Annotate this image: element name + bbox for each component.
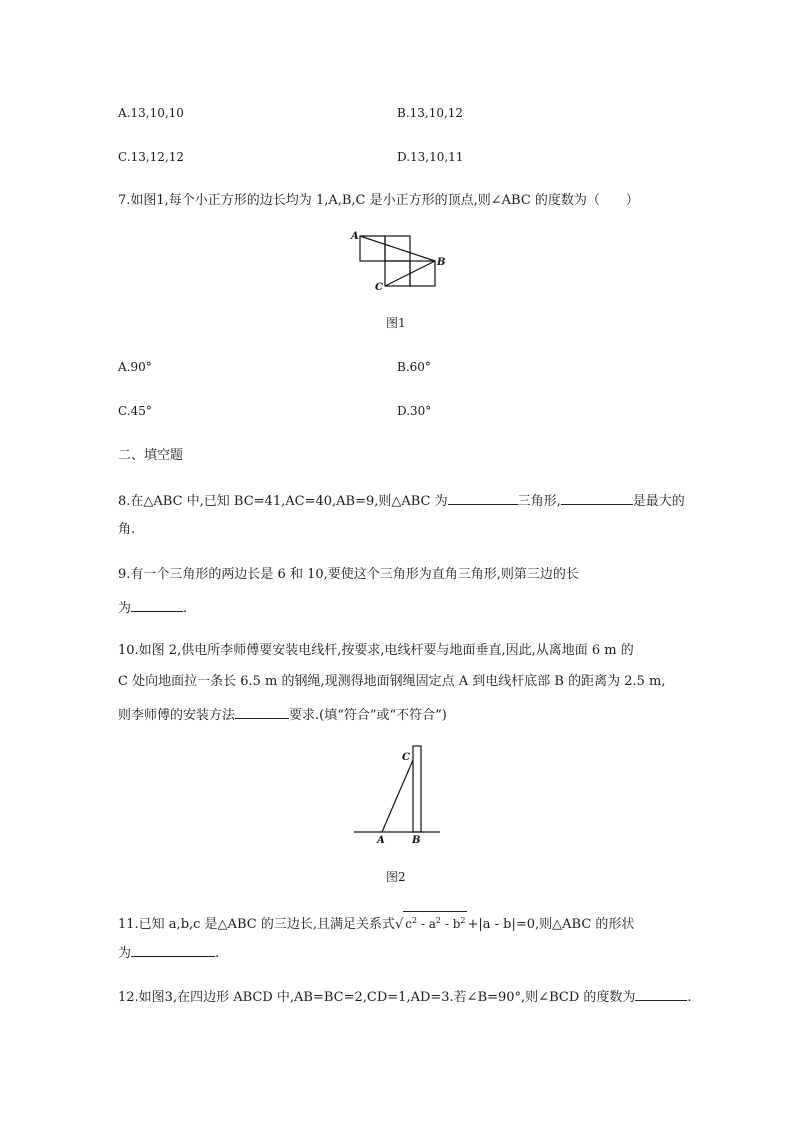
q11-blank[interactable] [131, 942, 215, 957]
figure-2-pole [350, 740, 450, 850]
q6-option-d: D.13,10,11 [397, 150, 464, 164]
q11-text-end: +|a - b|=0,则△ABC 的形状 [467, 917, 635, 932]
q12-line-1 [118, 986, 692, 1007]
q7-stem: 7.如图1,每个小正方形的边长均为 1,A,B,C 是小正方形的顶点,则∠ABC 的度数为（ ） [118, 193, 639, 208]
figure-1-grid [350, 228, 450, 298]
q11-radicand: $c^2 - a^2 - b^2$ [403, 911, 467, 933]
section-title-fill-in: 二、填空题 [118, 448, 184, 463]
q10-line-1: 10.如图 2,供电所李师傅要安装电线杆,按要求,电线杆要与地面垂直,因此,从离地面 6 m 的 [118, 643, 634, 658]
q12-blank[interactable] [635, 986, 687, 1001]
q6-option-c: C.13,12,12 [118, 150, 185, 164]
q9-line-2 [118, 597, 187, 618]
fig1-label-a: A [351, 231, 359, 242]
fig2-label-b: B [412, 835, 421, 846]
fig1-label-c: C [375, 282, 383, 293]
q12-text-start: 12.如图3,在四边形 ABCD 中,AB=BC=2,CD=1,AD=3.若∠B=90°,则∠BCD 的度数为 [118, 990, 636, 1005]
q8-blank-1[interactable] [448, 490, 518, 505]
q10-blank[interactable] [235, 704, 289, 719]
q9-text-start: 为 [118, 601, 132, 616]
q8-text-start: 8.在△ABC 中,已知 BC=41,AC=40,AB=9,则△ABC 为 [118, 494, 448, 509]
q11-line-2 [118, 942, 219, 963]
q11-text-end-2: . [215, 946, 220, 961]
q6-option-b: B.13,10,12 [397, 106, 464, 120]
q9-blank[interactable] [131, 597, 183, 612]
q11-sqrt-expression: √ $c^2 - a^2 - b^2$ [395, 911, 468, 934]
q10-text-end: 要求.(填“符合”或“不符合”) [289, 708, 447, 723]
q11-text-start-2: 为 [118, 946, 132, 961]
q10-text-start: 则李师傅的安装方法 [118, 708, 236, 723]
q10-line-2: C 处向地面拉一条长 6.5 m 的钢绳,现测得地面钢绳固定点 A 到电线杆底部 B 的距离为 2.5 m, [118, 674, 666, 689]
q11-line-1 [118, 911, 634, 934]
fig2-label-a: A [377, 835, 385, 846]
fig1-label-b: B [437, 257, 446, 268]
q8-text-end: 是最大的 [632, 494, 685, 509]
q12-text-end: . [687, 990, 692, 1005]
q8-blank-2[interactable] [561, 490, 633, 505]
fig2-label-c: C [402, 752, 410, 763]
q11-text-start: 11.已知 a,b,c 是△ABC 的三边长,且满足关系式 [118, 917, 395, 932]
q7-option-a: A.90° [118, 360, 152, 374]
q7-option-c: C.45° [118, 404, 152, 418]
q8-text-mid: 三角形, [517, 494, 561, 509]
q6-option-a: A.13,10,10 [118, 106, 184, 120]
q9-line-1: 9.有一个三角形的两边长是 6 和 10,要使这个三角形为直角三角形,则第三边的长 [118, 567, 579, 582]
q7-option-b: B.60° [397, 360, 431, 374]
q8-line-1 [118, 490, 685, 511]
figure-2-caption: 图2 [386, 870, 406, 884]
q9-text-end: . [183, 601, 188, 616]
q10-line-3 [118, 704, 447, 725]
figure-1-caption: 图1 [386, 316, 406, 330]
q7-option-d: D.30° [397, 404, 432, 418]
q8-line-2: 角. [118, 522, 136, 537]
